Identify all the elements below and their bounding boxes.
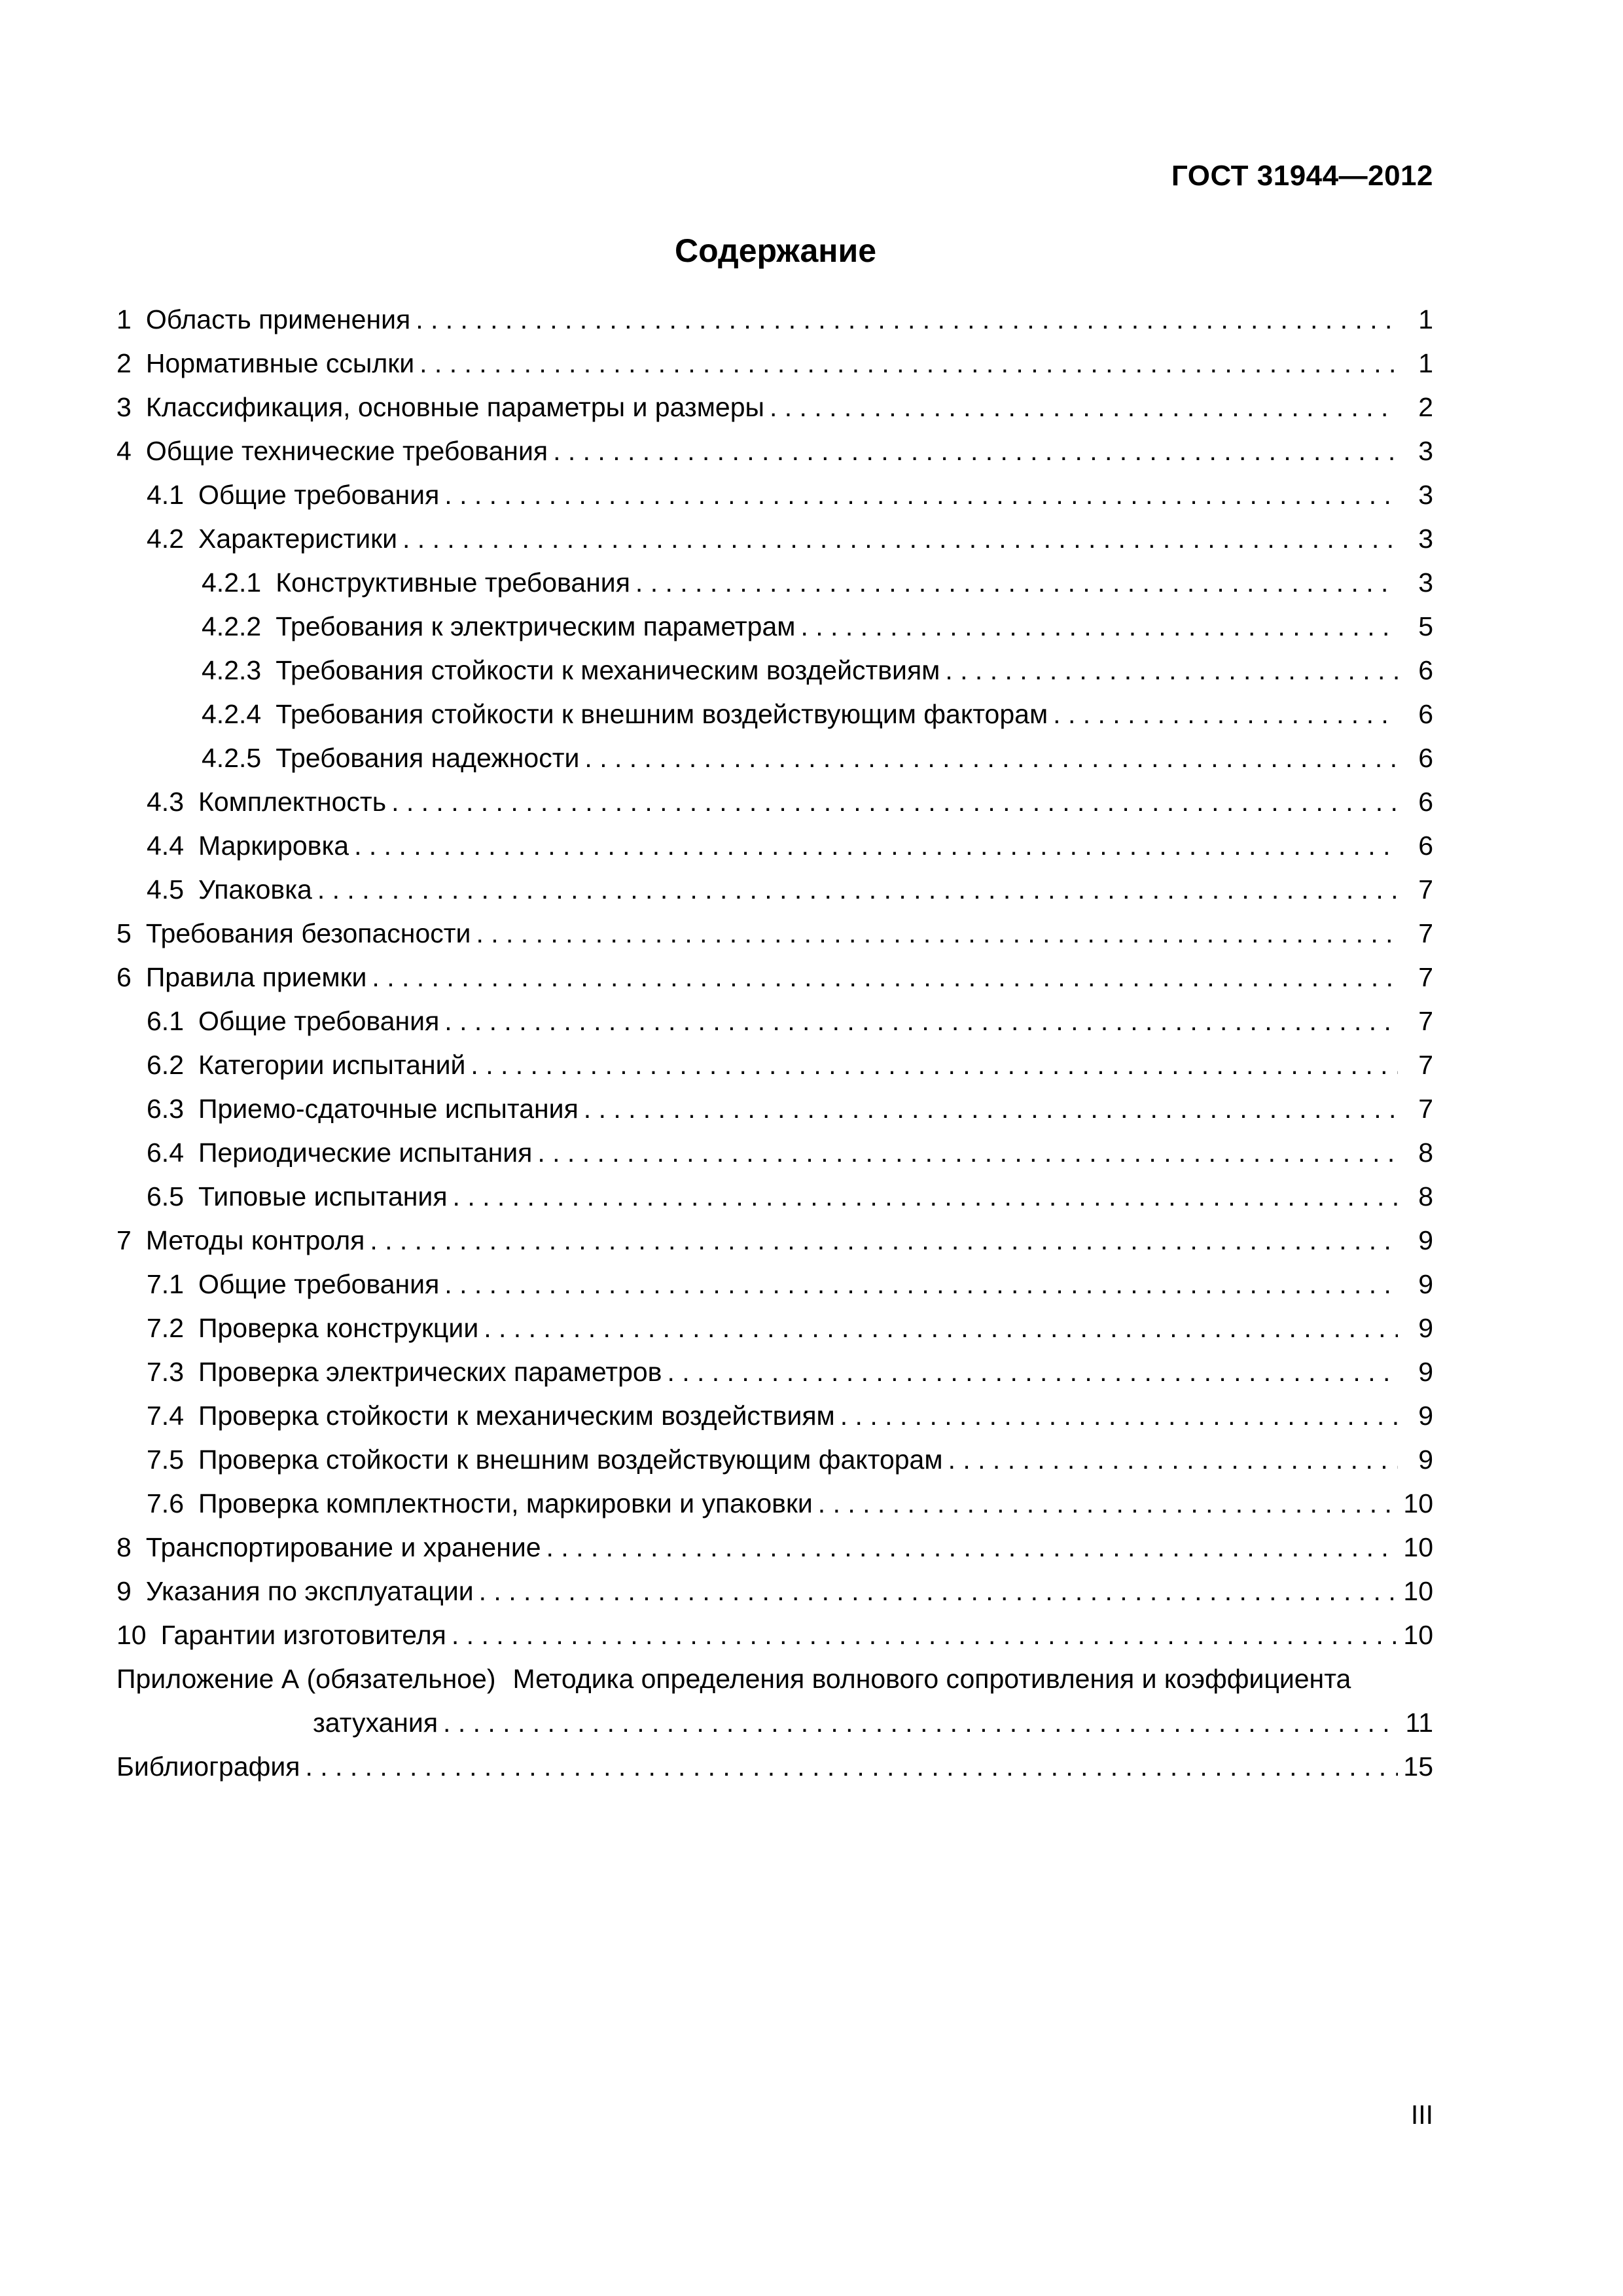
toc-entry-page: 9 <box>1418 1225 1433 1255</box>
toc-entry-number: 4.2 <box>147 524 184 554</box>
toc-entry-number: 4.2.4 <box>202 699 262 729</box>
leader-dots <box>1053 692 1398 736</box>
toc-entry-label: Маркировка <box>198 831 349 861</box>
toc-entry-label: Проверка стойкости к механическим воздействиям <box>198 1401 835 1431</box>
toc-entry[interactable] <box>116 561 1433 605</box>
toc-entry[interactable] <box>116 429 1433 473</box>
leader-dots <box>840 1394 1398 1438</box>
toc-entry[interactable] <box>116 999 1433 1043</box>
toc-entry-number: 7 <box>116 1225 132 1255</box>
toc-entry-page: 10 <box>1403 1488 1433 1518</box>
toc-entry[interactable] <box>116 912 1433 956</box>
toc-entry-number: 7.4 <box>147 1401 184 1431</box>
toc-entry[interactable] <box>116 298 1433 342</box>
page-number: III <box>1410 2100 1433 2130</box>
leader-dots <box>948 1438 1398 1482</box>
toc-title: Содержание <box>674 232 877 269</box>
toc-entry-page: 1 <box>1418 304 1433 334</box>
toc-entry-page: 3 <box>1418 524 1433 554</box>
toc-appendix[interactable] <box>116 1657 1433 1701</box>
toc-entry-number: 6.4 <box>147 1138 184 1168</box>
leader-dots <box>391 780 1398 824</box>
leader-dots <box>370 1219 1398 1263</box>
toc-entry-page: 10 <box>1403 1532 1433 1562</box>
toc-entry-page: 6 <box>1418 699 1433 729</box>
toc-entry-page: 7 <box>1418 1094 1433 1124</box>
leader-dots <box>305 1745 1398 1789</box>
leader-dots <box>372 956 1398 999</box>
toc-appendix-continuation[interactable] <box>116 1701 1433 1745</box>
toc-entry-number: 7.5 <box>147 1444 184 1475</box>
toc-entry-number: 6.3 <box>147 1094 184 1124</box>
toc-entry[interactable] <box>116 824 1433 868</box>
toc-entry-number: 1 <box>116 304 132 334</box>
leader-dots <box>452 1613 1398 1657</box>
toc-entry-number: 4.2.3 <box>202 655 262 685</box>
toc-entry[interactable] <box>116 473 1433 517</box>
leader-dots <box>770 386 1398 429</box>
toc-bibliography[interactable] <box>116 1745 1433 1789</box>
leader-dots <box>584 1087 1398 1131</box>
toc-entry-number: 2 <box>116 348 132 378</box>
toc-entry-label: Общие требования <box>198 480 440 510</box>
toc-entry[interactable] <box>116 1482 1433 1526</box>
toc-entry-number: 6.5 <box>147 1181 184 1211</box>
toc-entry-page: 7 <box>1418 918 1433 948</box>
toc-entry[interactable] <box>116 1043 1433 1087</box>
toc-entry-label: Общие технические требования <box>145 436 548 466</box>
toc-entry-label: Требования к электрическим параметрам <box>276 611 796 641</box>
toc-entry-page: 10 <box>1403 1620 1433 1650</box>
toc-entry-page: 9 <box>1418 1444 1433 1475</box>
toc-entry-number: 7.2 <box>147 1313 184 1343</box>
toc-entry-page: 6 <box>1418 787 1433 817</box>
toc-entry-number: 6.1 <box>147 1006 184 1036</box>
toc-entry[interactable] <box>116 1350 1433 1394</box>
toc-entry[interactable] <box>116 1306 1433 1350</box>
toc-entry-label: Проверка конструкции <box>198 1313 479 1343</box>
toc-entry-page: 7 <box>1418 874 1433 905</box>
toc-entry-number: 4.3 <box>147 787 184 817</box>
toc-entry-number: 5 <box>116 918 132 948</box>
leader-dots <box>635 561 1398 605</box>
toc-entry[interactable] <box>116 1087 1433 1131</box>
bibliography-page: 15 <box>1403 1751 1433 1782</box>
appendix-page: 11 <box>1405 1708 1433 1738</box>
toc-entry-number: 4.1 <box>147 480 184 510</box>
toc-entry-page: 10 <box>1403 1576 1433 1606</box>
leader-dots <box>419 342 1398 386</box>
toc-entry-label: Гарантии изготовителя <box>160 1620 446 1650</box>
document-code: ГОСТ 31944—2012 <box>1171 160 1433 192</box>
toc-entry-number: 4.2.1 <box>202 567 262 598</box>
toc-entry-number: 7.1 <box>147 1269 184 1299</box>
toc-entry-label: Упаковка <box>198 874 312 905</box>
toc-entry-label: Область применения <box>145 304 411 334</box>
toc-entry-label: Конструктивные требования <box>276 567 630 598</box>
toc-entry-page: 9 <box>1418 1313 1433 1343</box>
toc-entry-page: 6 <box>1418 831 1433 861</box>
leader-dots <box>945 649 1398 692</box>
toc-entry-label: Проверка комплектности, маркировки и упаковки <box>198 1488 813 1518</box>
toc-entry-number: 8 <box>116 1532 132 1562</box>
toc-entry-page: 8 <box>1418 1138 1433 1168</box>
toc-entry[interactable] <box>116 736 1433 780</box>
toc-entry[interactable] <box>116 1526 1433 1570</box>
toc-entry-label: Нормативные ссылки <box>145 348 415 378</box>
toc-entry-number: 6 <box>116 962 132 992</box>
leader-dots <box>444 473 1398 517</box>
toc-entry[interactable] <box>116 605 1433 649</box>
toc-entry-page: 6 <box>1418 655 1433 685</box>
toc-entry[interactable] <box>116 956 1433 999</box>
toc-entry-number: 9 <box>116 1576 132 1606</box>
leader-dots <box>479 1570 1398 1613</box>
toc-entry-number: 4 <box>116 436 132 466</box>
leader-dots <box>553 429 1398 473</box>
leader-dots <box>584 736 1398 780</box>
toc-entry[interactable] <box>116 517 1433 561</box>
appendix-title-line2: затухания <box>313 1708 438 1738</box>
toc-entry-label: Требования стойкости к механическим воздействиям <box>276 655 940 685</box>
toc-entry-number: 4.4 <box>147 831 184 861</box>
toc-entry[interactable] <box>116 342 1433 386</box>
toc-entry[interactable] <box>116 1438 1433 1482</box>
leader-dots <box>800 605 1398 649</box>
toc-entry-label: Транспортирование и хранение <box>145 1532 541 1562</box>
toc-entry-label: Правила приемки <box>145 962 367 992</box>
toc-entry-number: 10 <box>116 1620 147 1650</box>
toc-entry-number: 6.2 <box>147 1050 184 1080</box>
toc-entry[interactable] <box>116 649 1433 692</box>
toc-entry[interactable] <box>116 868 1433 912</box>
toc-entries <box>116 298 1433 1657</box>
toc-entry-number: 3 <box>116 392 132 422</box>
leader-dots <box>402 517 1398 561</box>
toc-entry-page: 9 <box>1418 1401 1433 1431</box>
toc-entry-label: Требования надежности <box>276 743 580 773</box>
toc-entry-page: 3 <box>1418 436 1433 466</box>
leader-dots <box>667 1350 1398 1394</box>
toc-entry-label: Требования безопасности <box>145 918 471 948</box>
leader-dots <box>354 824 1398 868</box>
bibliography-label: Библиография <box>116 1751 300 1782</box>
toc-entry[interactable] <box>116 1263 1433 1306</box>
appendix-label: Приложение А (обязательное) <box>116 1664 496 1694</box>
leader-dots <box>537 1131 1398 1175</box>
toc-entry-label: Проверка стойкости к внешним воздействующим факторам <box>198 1444 943 1475</box>
toc-entry-page: 6 <box>1418 743 1433 773</box>
toc-entry-label: Проверка электрических параметров <box>198 1357 662 1387</box>
toc-entry-label: Приемо-сдаточные испытания <box>198 1094 579 1124</box>
toc-entry-label: Периодические испытания <box>198 1138 533 1168</box>
leader-dots <box>443 1701 1398 1745</box>
toc-entry-page: 3 <box>1418 480 1433 510</box>
toc-entry-page: 2 <box>1418 392 1433 422</box>
leader-dots <box>471 1043 1398 1087</box>
toc-entry-label: Категории испытаний <box>198 1050 466 1080</box>
toc-entry[interactable] <box>116 1131 1433 1175</box>
leader-dots <box>484 1306 1398 1350</box>
toc-entry[interactable] <box>116 1394 1433 1438</box>
toc-entry-number: 4.2.5 <box>202 743 262 773</box>
toc-entry[interactable] <box>116 386 1433 429</box>
toc-entry-number: 7.6 <box>147 1488 184 1518</box>
toc-entry[interactable] <box>116 1570 1433 1613</box>
toc-entry-label: Указания по эксплуатации <box>145 1576 474 1606</box>
toc-entry[interactable] <box>116 692 1433 736</box>
toc-entry-label: Характеристики <box>198 524 397 554</box>
toc-entry-label: Классификация, основные параметры и размеры <box>145 392 764 422</box>
toc-entry-page: 3 <box>1418 567 1433 598</box>
toc-entry-label: Общие требования <box>198 1269 440 1299</box>
leader-dots <box>546 1526 1398 1570</box>
toc-entry-page: 9 <box>1418 1269 1433 1299</box>
toc-entry-page: 8 <box>1418 1181 1433 1211</box>
toc-entry-label: Методы контроля <box>145 1225 365 1255</box>
toc-entry-page: 7 <box>1418 1006 1433 1036</box>
toc-entry[interactable] <box>116 1175 1433 1219</box>
leader-dots <box>453 1175 1398 1219</box>
appendix-title-line1: Методика определения волнового сопротивления и коэффициента <box>512 1664 1351 1694</box>
toc-entry[interactable] <box>116 1613 1433 1657</box>
toc-entry[interactable] <box>116 1219 1433 1263</box>
toc-entry-page: 9 <box>1418 1357 1433 1387</box>
toc-entry-number: 7.3 <box>147 1357 184 1387</box>
toc-entry[interactable] <box>116 780 1433 824</box>
toc-entry-page: 1 <box>1418 348 1433 378</box>
toc-entry-label: Комплектность <box>198 787 387 817</box>
toc-entry-page: 7 <box>1418 962 1433 992</box>
leader-dots <box>416 298 1398 342</box>
toc-entry-number: 4.2.2 <box>202 611 262 641</box>
leader-dots <box>444 999 1398 1043</box>
toc-entry-page: 7 <box>1418 1050 1433 1080</box>
toc-entry-number: 4.5 <box>147 874 184 905</box>
table-of-contents <box>116 298 1433 1789</box>
toc-entry-label: Требования стойкости к внешним воздействующим факторам <box>276 699 1048 729</box>
toc-entry-label: Типовые испытания <box>198 1181 448 1211</box>
leader-dots <box>317 868 1398 912</box>
toc-entry-page: 5 <box>1418 611 1433 641</box>
leader-dots <box>444 1263 1398 1306</box>
leader-dots <box>818 1482 1398 1526</box>
toc-entry-label: Общие требования <box>198 1006 440 1036</box>
leader-dots <box>476 912 1398 956</box>
